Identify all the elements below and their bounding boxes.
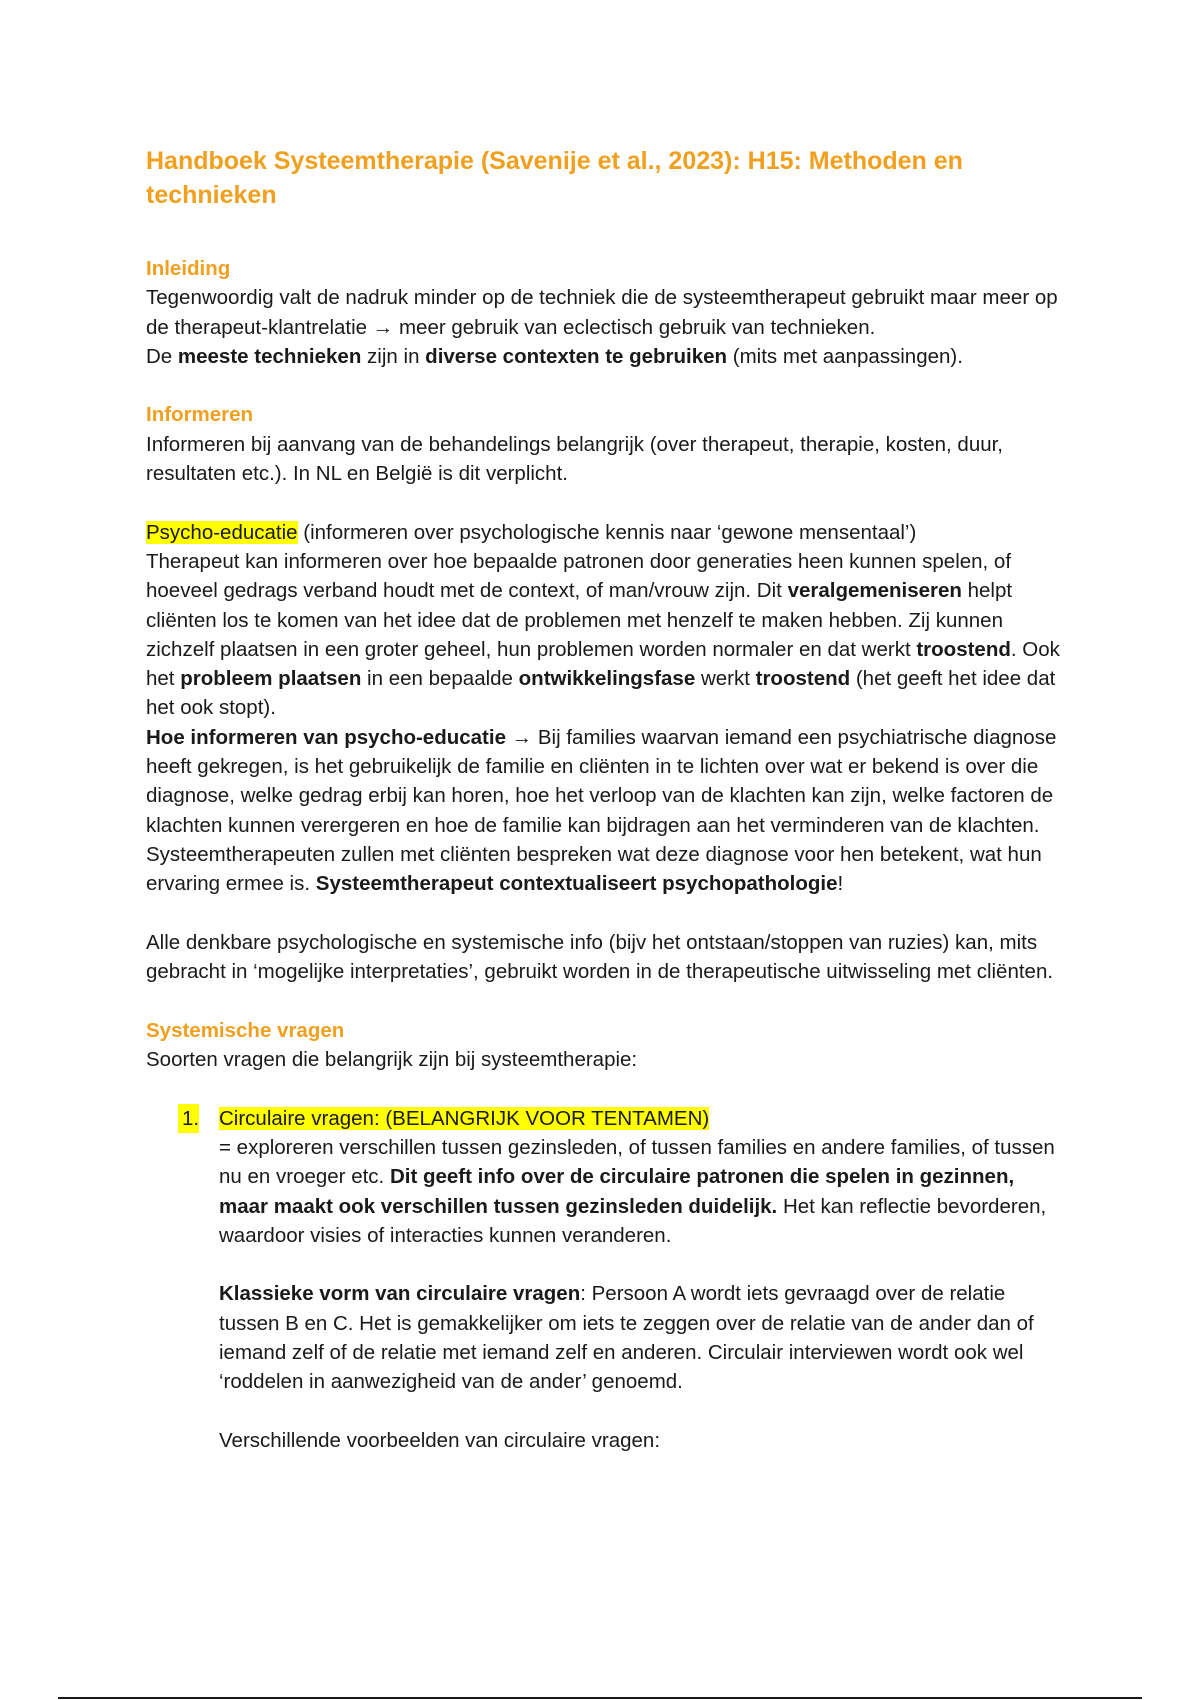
section-psycho-educatie [146, 518, 1066, 899]
text-run: (het geeft het idee dat het ook stopt). [146, 667, 1056, 720]
voorbeelden-line: Verschillende voorbeelden van circulaire vragen: [219, 1428, 661, 1452]
highlighted-term: Psycho-educatie [146, 520, 298, 544]
bold-run: probleem plaatsen [180, 667, 362, 691]
bold-run: Systeemtherapeut contextualiseert psychopathologie [315, 872, 838, 896]
psycho-educatie-label-line [146, 518, 1066, 547]
text-run: in een bepaalde [361, 667, 519, 691]
circulaire-description [219, 1133, 1066, 1250]
section-informeren [146, 400, 1066, 488]
list-number: 1. [178, 1104, 199, 1133]
text-run: (mits met aanpassingen). [727, 344, 963, 368]
heading-systemische-vragen: Systemische vragen [146, 1018, 345, 1042]
text-run: : Persoon A wordt iets gevraagd over de relatie tussen B en C. Het is gemakkelijker om iets te zeggen over de relatie van de ander dan of iemand zelf of de relatie met iemand zelf en anderen. Circulair interviewen wordt ook wel ‘roddelen in aanwezigheid van de ander’ genoemd. [219, 1282, 1034, 1394]
bold-run: meeste technieken [177, 344, 362, 368]
text-run: De [146, 344, 178, 368]
text-run: → Bij families waarvan iemand een psychiatrische diagnose heeft gekregen, is het gebruikelijk de familie en cliënten in te lichten over wat er bekend is over die diagnose, welke gedrag erbij kan horen, hoe het verloop van de klachten kan zijn, welke factoren de klachten kunnen verergeren en hoe de familie kan bijdragen aan het verminderen van de klachten. [146, 725, 1057, 837]
bold-run: troostend [916, 637, 1011, 661]
heading-inleiding: Inleiding [146, 257, 231, 280]
systemische-intro: Soorten vragen die belangrijk zijn bij systeemtherapie: [146, 1048, 638, 1072]
text-run: Therapeut kan informeren over hoe bepaalde patronen door generaties heen kunnen spelen, of hoeveel gedrags verband houdt met de context, of man/vrouw zijn. Dit [146, 549, 1012, 603]
text-run: werkt [695, 667, 756, 691]
bold-run: troostend [755, 667, 851, 691]
inleiding-paragraph-1: Tegenwoordig valt de nadruk minder op de techniek die de systeemtherapeut gebruikt maar meer op de therapeut-klantrelatie → meer gebruik van eclectisch gebruik van technieken. [146, 286, 1058, 339]
heading-informeren: Informeren [146, 403, 254, 427]
bold-run: ontwikkelingsfase [518, 667, 696, 691]
document-title: Handboek Systeemtherapie (Savenije et al., 2023): H15: Methoden en technieken [146, 147, 963, 209]
section-alle-info [146, 928, 1066, 987]
text-run: . Ook het [146, 637, 1060, 691]
text-run: = exploreren verschillen tussen gezinsleden, of tussen families en andere families, of tussen nu en vroeger etc. [219, 1135, 1055, 1189]
question-type-list [146, 1104, 1066, 1456]
list-item-title [219, 1104, 1066, 1133]
klassieke-vorm-paragraph [219, 1279, 1066, 1396]
bold-run: Dit geeft info over de circulaire patronen die spelen in gezinnen, maar maakt ook verschillen tussen gezinsleden duidelijk. [219, 1165, 1015, 1218]
list-item [146, 1104, 1066, 1456]
section-inleiding [146, 254, 1066, 371]
systeemtherapeuten-paragraph [146, 840, 1066, 899]
text-run: helpt cliënten los te komen van het idee dat de problemen met henzelf te maken hebben. Zij kunnen zichzelf plaatsen in een groter geheel, hun problemen worden normaler en dat werkt [146, 579, 1013, 661]
section-systemische-vragen [146, 1016, 1066, 1455]
text-run: (informeren over psychologische kennis naar ‘gewone mensentaal’) [297, 520, 917, 544]
hoe-informeren-paragraph [146, 723, 1066, 840]
bottom-divider [58, 1697, 1142, 1699]
text-run: ! [837, 872, 844, 896]
bold-run: diverse contexten te gebruiken [425, 344, 728, 368]
bold-run: veralgemeniseren [787, 579, 962, 603]
highlighted-title: Circulaire vragen: (BELANGRIJK VOOR TENTAMEN) [219, 1106, 710, 1130]
inleiding-paragraph-2 [146, 342, 1066, 371]
document-body [146, 144, 1066, 1455]
text-run: zijn in [361, 344, 426, 368]
informeren-paragraph: Informeren bij aanvang van de behandelings belangrijk (over therapeut, therapie, kosten, duur, resultaten etc.). In NL en België is dit verplicht. [146, 432, 1004, 486]
text-run: Het kan reflectie bevorderen, waardoor visies of interacties kunnen veranderen. [219, 1194, 1047, 1247]
bold-run: Hoe informeren van psycho-educatie [146, 725, 506, 749]
text-run: Systeemtherapeuten zullen met cliënten bespreken wat deze diagnose voor hen betekent, wat hun ervaring ermee is. [146, 842, 1042, 896]
bold-run: Klassieke vorm van circulaire vragen [219, 1282, 581, 1306]
alle-denkbare-paragraph: Alle denkbare psychologische en systemische info (bijv het ontstaan/stoppen van ruzies) kan, mits gebracht in ‘mogelijke interpretaties’, gebruikt worden in de therapeutische uitwisseling met cliënten. [146, 930, 1054, 984]
psycho-educatie-paragraph [146, 547, 1066, 723]
